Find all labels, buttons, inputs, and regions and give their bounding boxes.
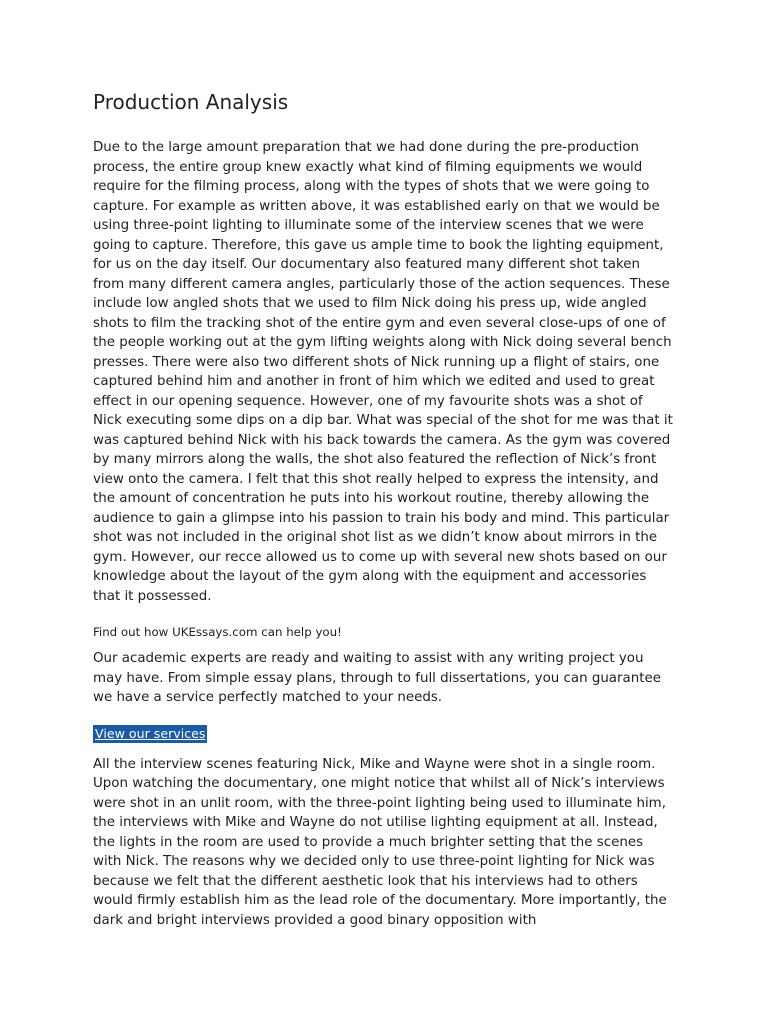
promo-text: Our academic experts are ready and waiting to assist with any writing project you may have. From simple essay plans, through to full dissertations, you can guarantee we have a service perfectly matched to your needs.	[93, 651, 661, 705]
document-page	[93, 88, 673, 930]
body-paragraph-2: All the interview scenes featuring Nick, Mike and Wayne were shot in a single room. Upon watching the documentary, one might notice that whilst all of Nick’s interviews were shot in an unlit room, with the three-point lighting being used to illuminate him, the interviews with Mike and Wayne do not utilise lighting equipment at all. Instead, the lights in the room are used to provide a much brighter setting that the scenes with Nick. The reasons why we decided only to use three-point lighting for Nick was because we felt that the different aesthetic look that his interviews had to others would firmly establish him as the lead role of the documentary. More importantly, the dark and bright interviews provided a good binary opposition with	[93, 756, 667, 928]
promo-link-wrap	[93, 724, 673, 743]
body-paragraph-1: Due to the large amount preparation that we had done during the pre-production process, the entire group knew exactly what kind of filming equipments we would require for the filming process, along with the types of shots that we were going to capture. For example as written above, it was established early on that we would be using three-point lighting to illuminate some of the interview scenes that we were going to capture. Therefore, this gave us ample time to book the lighting equipment, for us on the day itself. Our documentary also featured many different shot taken from many different camera angles, particularly those of the action sequences. These include low angled shots that we used to film Nick doing his press up, wide angled shots to film the tracking shot of the entire gym and even several close-ups of one of the people working out at the gym lifting weights along with Nick doing several bench presses. There were also two different shots of Nick running up a flight of stairs, one captured behind him and another in front of him which we edited and used to great effect in our opening sequence. However, one of my favourite shots was a shot of Nick executing some dips on a dip bar. What was special of the shot for me was that it was captured behind Nick with his back towards the camera. As the gym was covered by many mirrors along the walls, the shot also featured the reflection of Nick’s front view onto the camera. I felt that this shot really helped to express the intensity, and the amount of concentration he puts into his workout routine, thereby allowing the audience to gain a glimpse into his passion to train his body and mind. This particular shot was not included in the original shot list as we didn’t know about mirrors in the gym. However, our recce allowed us to come up with several new shots based on our knowledge about the layout of the gym along with the equipment and accessories that it possessed.	[93, 140, 673, 604]
promo-heading: Find out how UKEssays.com can help you!	[93, 625, 342, 639]
promo-box	[93, 624, 673, 743]
view-services-link[interactable]: View our services	[95, 725, 206, 741]
page-title: Production Analysis	[93, 90, 289, 114]
